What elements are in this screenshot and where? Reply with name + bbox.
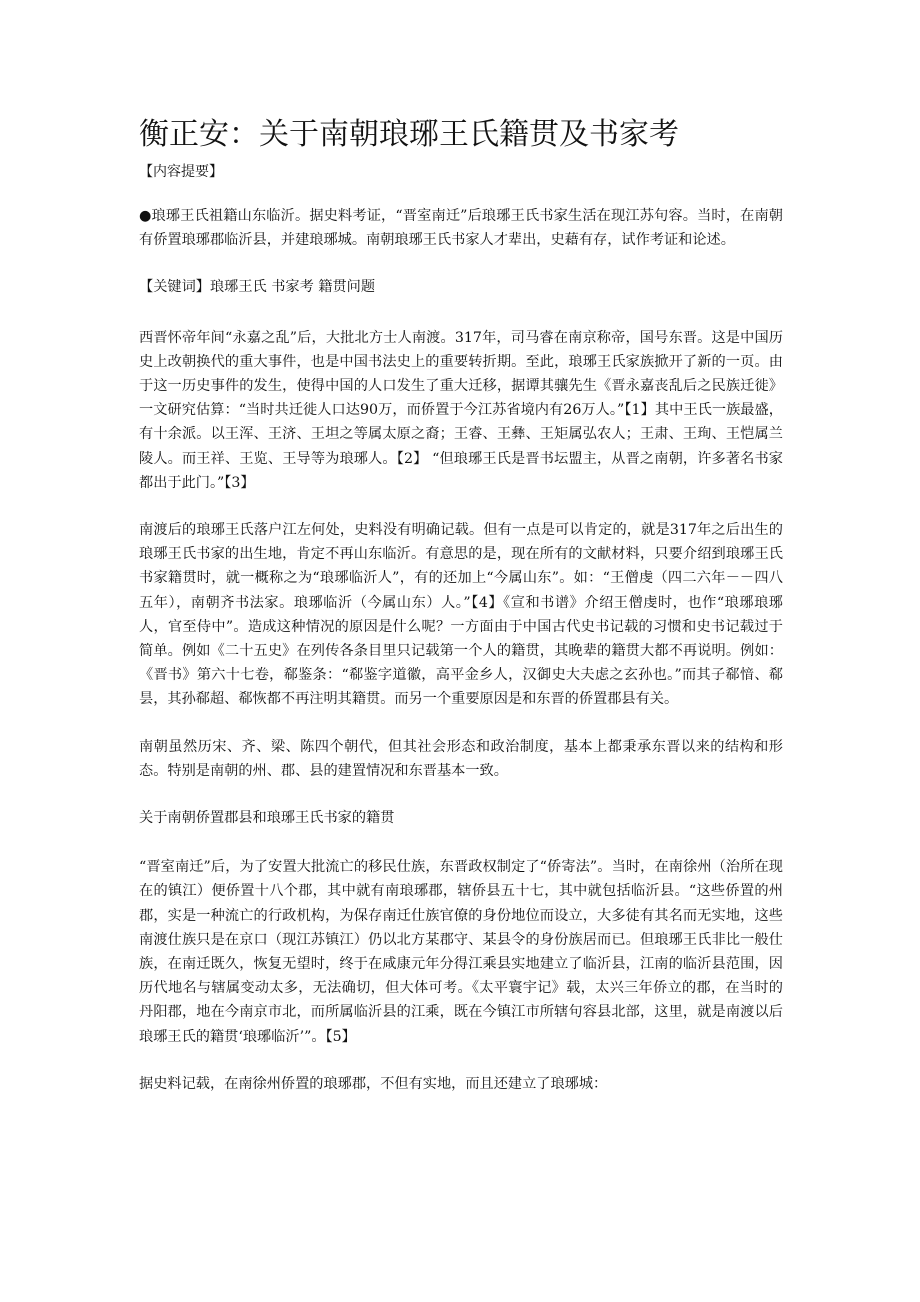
section-heading: 关于南朝侨置郡县和琅琊王氏书家的籍贯	[139, 810, 395, 827]
body-paragraph-2: 南渡后的琅琊王氏落户江左何处，史料没有明确记载。但有一点是可以肯定的，就是317年之后出生的琅琊王氏书家的出生地，肯定不再山东临沂。有意思的是，现在所有的文献材料，只要介绍到琅琊王氏书家籍贯时，就一概称之为“琅琊临沂人”，有的还加上“今属山东”。如：“王僧虔（四二六年－－四八五年），南朝齐书法家。琅琊临沂（今属山东）人。”【4】《宣和书谱》介绍王僧虔时，也作“琅琊琅琊人，官至侍中”。造成这种情况的原因是什么呢？一方面由于中国古代史书记载的习惯和史书记载过于简单。例如《二十五史》在列传各条目里只记载第一个人的籍贯，其晚辈的籍贯大都不再说明。例如：《晋书》第六十七卷，郗鉴条：“郗鉴字道徽，高平金乡人，汉御史大夫虑之玄孙也。”而其子郗愔、郗昙，其孙郗超、郗恢都不再注明其籍贯。而另一个重要原因是和东晋的侨置郡县有关。	[139, 522, 783, 708]
body-paragraph-3: 南朝虽然历宋、齐、梁、陈四个朝代，但其社会形态和政治制度，基本上都秉承东晋以来的结构和形态。特别是南朝的州、郡、县的建置情况和东晋基本一致。	[139, 738, 783, 779]
abstract-paragraph: ●琅琊王氏祖籍山东临沂。据史料考证，“晋室南迁”后琅琊王氏书家生活在现江苏句容。当时，在南朝有侨置琅琊郡临沂县，并建琅琊城。南朝琅琊王氏书家人才辈出，史藉有存，试作考证和论述。	[139, 208, 783, 249]
keywords-line: 【关键词】琅琊王氏 书家考 籍贯问题	[139, 279, 376, 296]
document-page	[139, 112, 783, 1119]
body-paragraph-5: 据史料记载，在南徐州侨置的琅琊郡，不但有实地，而且还建立了琅琊城：	[139, 1075, 608, 1092]
document-title: 衡正安：关于南朝琅琊王氏籍贯及书家考	[139, 117, 679, 152]
body-paragraph-4: “晋室南迁”后，为了安置大批流亡的移民仕族，东晋政权制定了“侨寄法”。当时，在南徐州（治所在现在的镇江）便侨置十八个郡，其中就有南琅琊郡，辖侨县五十七，其中就包括临沂县。“这些侨置的州郡，实是一种流亡的行政机构，为保存南迁仕族官僚的身份地位而设立，大多徒有其名而无实地，这些南渡仕族只是在京口（现江苏镇江）仍以北方某郡守、某县令的身份族居而已。但琅琊王氏非比一般仕族，在南迁既久，恢复无望时，终于在咸康元年分得江乘县实地建立了临沂县，江南的临沂县范围，因历代地名与辖属变动太多，无法确切，但大体可考。《太平寰宇记》载，太兴三年侨立的郡，在当时的丹阳郡，地在今南京市北，而所属临沂县的江乘，既在今镇江市所辖句容县北部，这里，就是南渡以后琅琊王氏的籍贯‘琅琊临沂’”。【5】	[139, 859, 783, 1045]
body-paragraph-1: 西晋怀帝年间“永嘉之乱”后，大批北方士人南渡。317年，司马睿在南京称帝，国号东晋。这是中国历史上改朝换代的重大事件，也是中国书法史上的重要转折期。至此，琅琊王氏家族掀开了新的一页。由于这一历史事件的发生，使得中国的人口发生了重大迁移，据谭其骧先生《晋永嘉丧乱后之民族迁徙》一文研究估算：“当时共迁徙人口达90万，而侨置于今江苏省境内有26万人。”【1】其中王氏一族最盛，有十余派。以王浑、王济、王坦之等属太原之裔；王睿、王彝、王矩属弘农人；王肃、王珣、王恺属兰陵人。而王祥、王览、王导等为琅琊人。【2】 “但琅琊王氏是晋书坛盟主，从晋之南朝，许多著名书家都出于此门。”【3】	[139, 329, 783, 491]
summary-label: 【内容提要】	[139, 164, 223, 180]
